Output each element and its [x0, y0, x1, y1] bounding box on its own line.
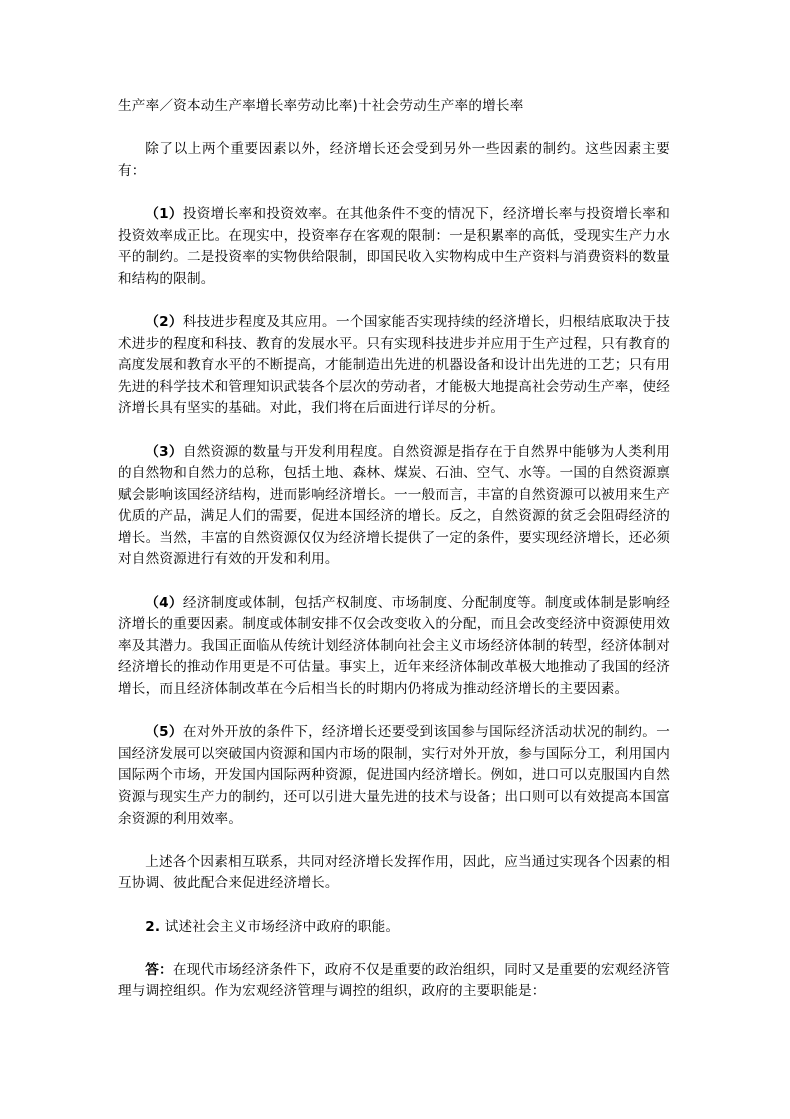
- factor-1-marker: （1）: [145, 205, 183, 222]
- factor-5-text: 在对外开放的条件下，经济增长还要受到该国参与国际经济活动状况的制约。一国经济发展可以突破国内资源和国内市场的限制，实行对外开放，参与国际分工，利用国内国际两个市场，开发国内国际两种资源，促进国内经济增长。例如，进口可以克服国内自然资源与现实生产力的制约，还可以引进大量先进的技术与设备；出口则可以有效提高本国富余资源的利用效率。: [118, 724, 671, 827]
- question-text: 试述社会主义市场经济中政府的职能。: [164, 918, 400, 935]
- factor-5-marker: （5）: [145, 724, 183, 741]
- factor-4-text: 经济制度或体制，包括产权制度、市场制度、分配制度等。制度或体制是影响经济增长的重要因素。制度或体制安排不仅会改变收入的分配，而且会改变经济中资源使用效率及其潜力。我国正面临从传统计划经济体制向社会主义市场经济体制的转型，经济体制对经济增长的推动作用更是不可估量。事实上，近年来经济体制改革极大地推动了我国的经济增长，而且经济体制改革在今后相当长的时期内仍将成为推动经济增长的主要因素。: [118, 594, 671, 698]
- factor-5-paragraph: [118, 722, 670, 830]
- factor-2-text: 科技进步程度及其应用。一个国家能否实现持续的经济增长，归根结底取决于技术进步的程度和科技、教育的发展水平。只有实现科技进步并应用于生产过程，只有教育的高度发展和教育水平的不断提高，才能制造出先进的机器设备和设计出先进的工艺；只有用先进的科学技术和管理知识武装各个层次的劳动者，才能极大地提高社会劳动生产率，使经济增长具有坚实的基础。对此，我们将在后面进行详尽的分析。: [118, 313, 671, 417]
- summary-paragraph: 上述各个因素相互联系，共同对经济增长发挥作用，因此，应当通过实现各个因素的相互协调、彼此配合来促进经济增长。: [118, 853, 670, 892]
- factor-1-paragraph: [118, 204, 670, 290]
- answer-text: 在现代市场经济条件下，政府不仅是重要的政治组织，同时又是重要的宏观经济管理与调控组织。作为宏观经济管理与调控的组织，政府的主要职能是：: [118, 961, 670, 1000]
- question-number: 2.: [145, 918, 161, 935]
- question-heading: [118, 917, 670, 939]
- factor-2-paragraph: [118, 312, 670, 420]
- factor-4-paragraph: [118, 593, 670, 701]
- intro-paragraph: 除了以上两个重要因素以外，经济增长还会受到另外一些因素的制约。这些因素主要有：: [118, 141, 670, 179]
- factor-1-text: 投资增长率和投资效率。在其他条件不变的情况下，经济增长率与投资增长率和投资效率成正比。在现实中，投资率存在客观的限制：一是积累率的高低，受现实生产力水平的制约。二是投资率的实物供给限制，即国民收入实物构成中生产资料与消费资料的数量和结构的限制。: [118, 205, 671, 287]
- factor-3-text: 自然资源的数量与开发利用程度。自然资源是指存在于自然界中能够为人类利用的自然物和自然力的总称，包括土地、森林、煤炭、石油、空气、水等。一国的自然资源禀赋会影响该国经济结构，进而影响经济增长。一一般而言，丰富的自然资源可以被用来生产优质的产品，满足人们的需要，促进本国经济的增长。反之，自然资源的贫乏会阻碍经济的增长。当然，丰富的自然资源仅仅为经济增长提供了一定的条件，要实现经济增长，还必须对自然资源进行有效的开发和利用。: [118, 443, 671, 568]
- document-page: [118, 96, 670, 1025]
- factor-3-paragraph: [118, 442, 670, 572]
- answer-label: 答：: [145, 961, 173, 978]
- answer-paragraph: [118, 960, 670, 1003]
- formula-line: 生产率／资本动生产率增长率劳动比率)十社会劳动生产率的增长率: [118, 98, 524, 114]
- factor-2-marker: （2）: [145, 313, 183, 330]
- factor-3-marker: （3）: [145, 443, 183, 460]
- factor-4-marker: （4）: [145, 594, 183, 611]
